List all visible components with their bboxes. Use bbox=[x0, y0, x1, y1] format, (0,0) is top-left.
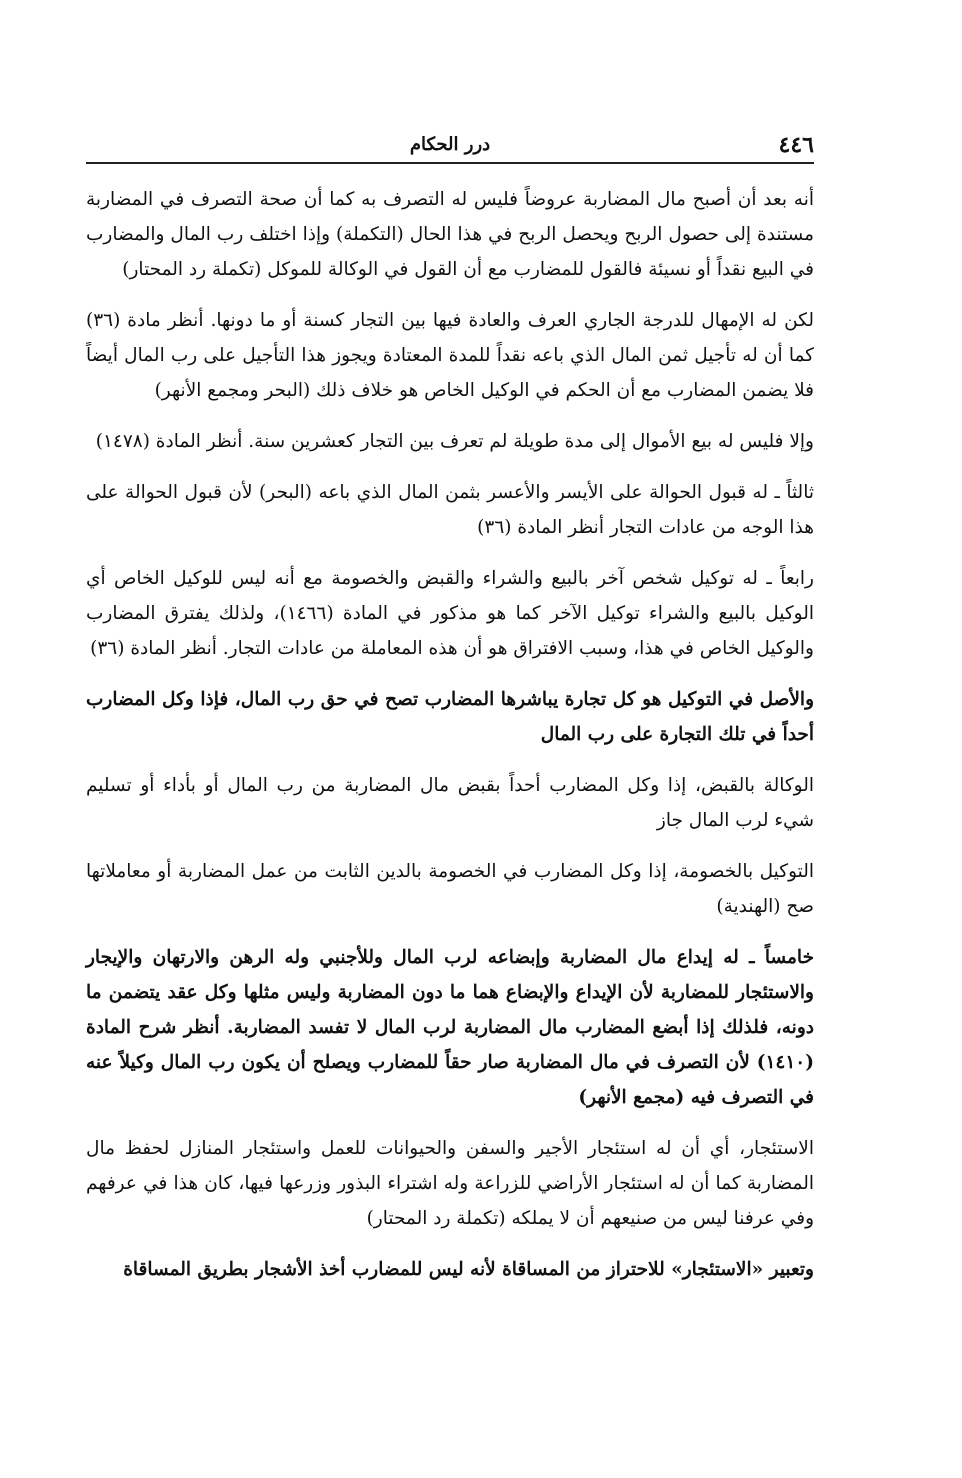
page-number: ٤٤٦ bbox=[778, 132, 814, 158]
page-content bbox=[86, 182, 814, 1303]
paragraph-6: والأصل في التوكيل هو كل تجارة يباشرها المضارب تصح في حق رب المال، فإذا وكل المضارب أحداً في تلك التجارة على رب المال bbox=[86, 689, 814, 745]
paragraph-4: ثالثاً ـ له قبول الحوالة على الأيسر والأعسر بثمن المال الذي باعه (البحر) لأن قبول الحوالة على هذا الوجه من عادات التجار أنظر المادة (٣٦) bbox=[86, 482, 814, 538]
paragraph-2: لكن له الإمهال للدرجة الجاري العرف والعادة فيها بين التجار كسنة أو ما دونها. أنظر مادة (٣٦) كما أن له تأجيل ثمن المال الذي باعه نقداً للمدة المعتادة ويجوز هذا التأجيل على رب المال أيضاً فلا يضمن المضارب مع أن الحكم في الوكيل الخاص هو خلاف ذلك (البحر ومجمع الأنهر) bbox=[86, 310, 814, 401]
paragraph-10: الاستئجار، أي أن له استئجار الأجير والسفن والحيوانات للعمل واستئجار المنازل لحفظ مال المضاربة كما أن له استئجار الأراضي للزراعة وله اشتراء البذور وزرعها فيها، كان هذا في عرفهم وفي عرفنا ليس من صنيعهم أن لا يملكه (تكملة رد المحتار) bbox=[86, 1138, 814, 1229]
paragraph-1: أنه بعد أن أصبح مال المضاربة عروضاً فليس له التصرف به كما أن صحة التصرف في المضاربة مستندة إلى حصول الربح ويحصل الربح في هذا الحال (التكملة) وإذا اختلف رب المال والمضارب في البيع نقداً أو نسيئة فالقول للمضارب مع أن القول في الوكالة للموكل (تكملة رد المحتار) bbox=[86, 189, 814, 280]
running-title: درر الحكام bbox=[409, 134, 491, 155]
paragraph-7: الوكالة بالقبض، إذا وكل المضارب أحداً بقبض مال المضاربة من رب المال أو بأداء أو تسليم شيء لرب المال جاز bbox=[86, 775, 814, 831]
paragraph-3: وإلا فليس له بيع الأموال إلى مدة طويلة لم تعرف بين التجار كعشرين سنة. أنظر المادة (١٤٧٨) bbox=[95, 431, 814, 452]
paragraph-11: وتعبير «الاستئجار» للاحتراز من المساقاة لأنه ليس للمضارب أخذ الأشجار بطريق المساقاة bbox=[123, 1259, 814, 1280]
paragraph-5: رابعاً ـ له توكيل شخص آخر بالبيع والشراء والقبض والخصومة مع أنه ليس للوكيل الخاص أي الوكيل بالبيع والشراء توكيل الآخر كما هو مذكور في المادة (١٤٦٦)، ولذلك يفترق المضارب والوكيل الخاص في هذا، وسبب الافتراق هو أن هذه المعاملة من عادات التجار. أنظر المادة (٣٦) bbox=[86, 568, 814, 659]
page-header bbox=[86, 128, 814, 164]
paragraph-8: التوكيل بالخصومة، إذا وكل المضارب في الخصومة بالدين الثابت من عمل المضاربة أو معاملاتها صح (الهندية) bbox=[86, 861, 814, 917]
paragraph-9: خامساً ـ له إيداع مال المضاربة وإبضاعه لرب المال وللأجنبي وله الرهن والارتهان والإيجار والاستئجار للمضاربة لأن الإيداع والإبضاع هما ما دون المضاربة وليس مثلها وكل عقد يتضمن ما دونه، فلذلك إذا أبضع المضارب مال المضاربة لرب المال لا تفسد المضاربة. أنظر شرح المادة (١٤١٠) لأن التصرف في مال المضاربة صار حقاً للمضارب ويصلح أن يكون رب المال وكيلاً عنه في التصرف فيه (مجمع الأنهر) bbox=[86, 947, 814, 1108]
